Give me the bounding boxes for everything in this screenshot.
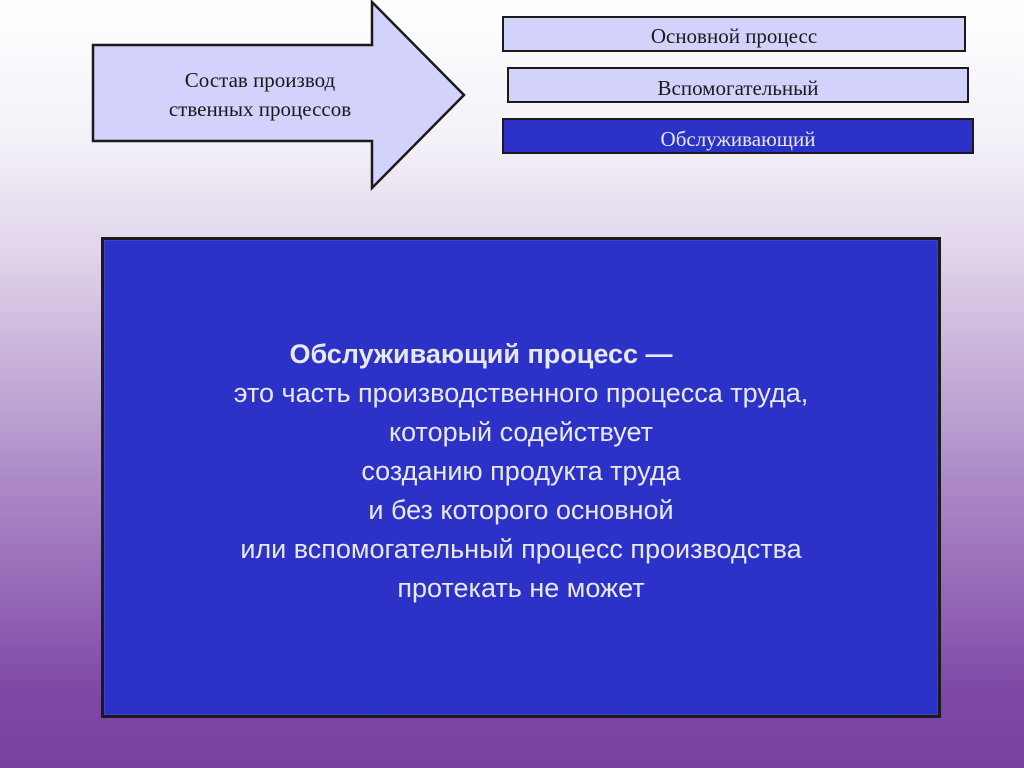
main-process-box: Основной процесс (502, 16, 966, 52)
arrow-label-line-1: Состав производ (184, 68, 336, 92)
auxiliary-process-box: Вспомогательный (507, 67, 969, 103)
definition-panel (101, 237, 941, 718)
definition-text (104, 335, 938, 608)
definition-title: Обслуживающий процесс — (289, 339, 673, 369)
arrow-label-line-2: ственных процессов (168, 97, 352, 121)
service-process-box: Обслуживающий (502, 118, 974, 154)
definition-line-2: который содействует (388, 417, 653, 447)
definition-line-6: протекать не может (397, 573, 645, 603)
arrow-label (110, 66, 410, 124)
definition-line-4: и без которого основной (368, 495, 674, 525)
definition-line-3: созданию продукта труда (361, 456, 681, 486)
definition-line-5: или вспомогательный процесс производства (240, 534, 802, 564)
definition-line-1: это часть производственного процесса труда, (233, 378, 809, 408)
